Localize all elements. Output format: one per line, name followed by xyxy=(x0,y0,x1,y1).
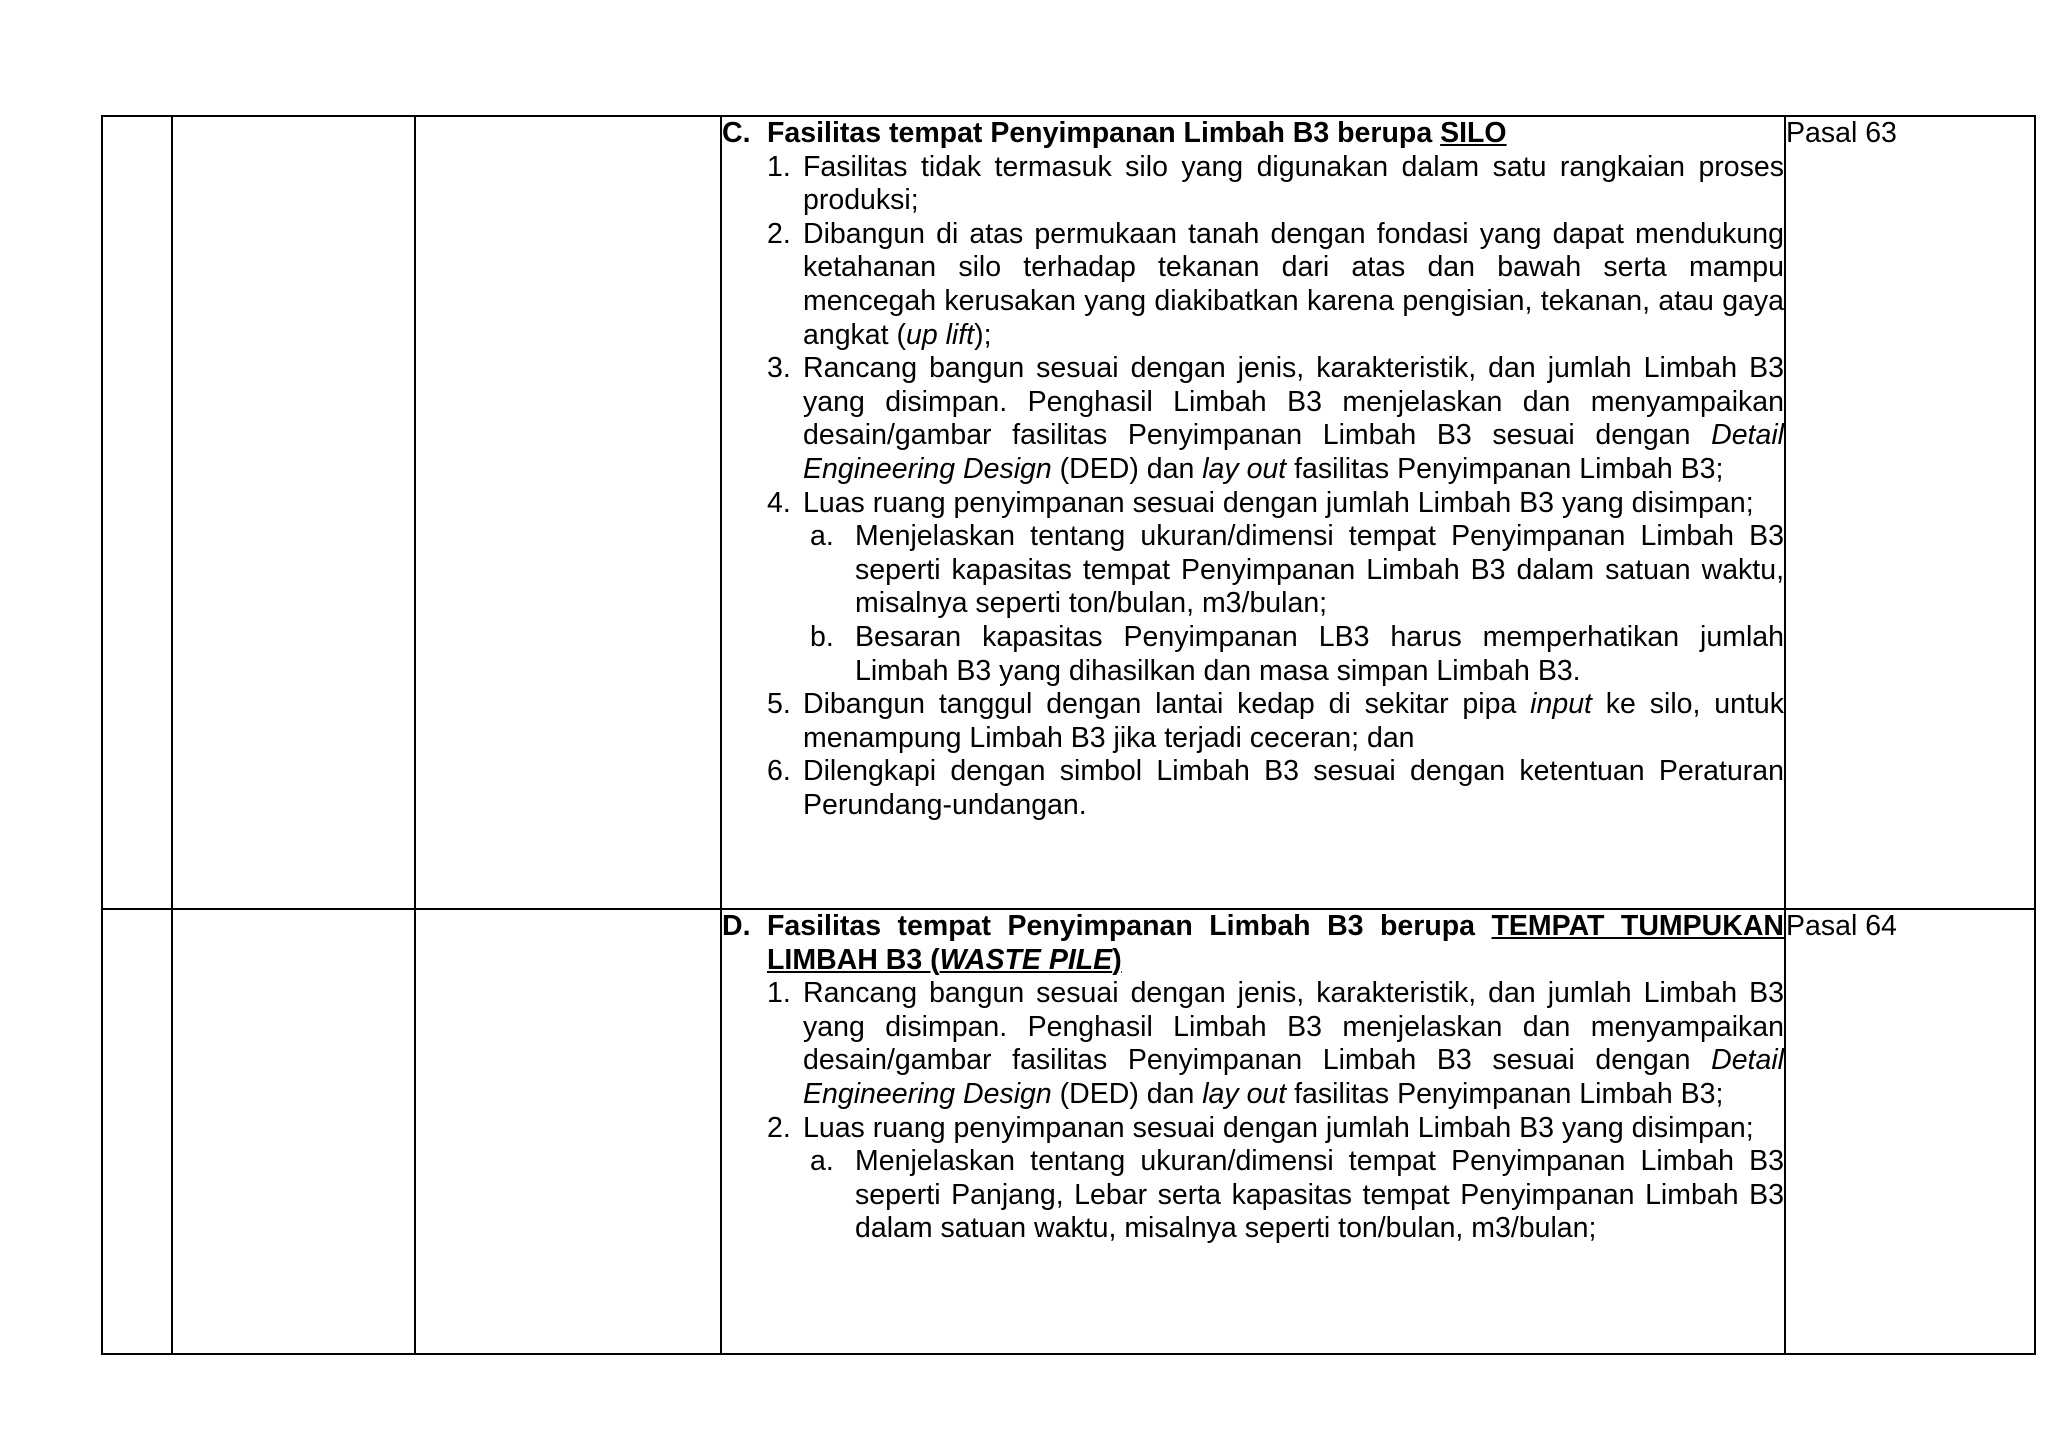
sub-list-item: a. Menjelaskan tentang ukuran/dimensi tempat Penyimpanan Limbah B3 seperti Panjang, Lebar serta kapasitas tempat Penyimpanan Limbah B3 dalam satuan waktu, misalnya seperti ton/bulan, m3/bulan; xyxy=(810,1145,1784,1245)
regulation-table xyxy=(101,115,2036,1355)
list-item: 1. Fasilitas tidak termasuk silo yang digunakan dalam satu rangkaian proses produksi; xyxy=(767,150,1784,217)
list-item: 5. Dibangun tanggul dengan lantai kedap di sekitar pipa input ke silo, untuk menampung Limbah B3 jika terjadi ceceran; dan xyxy=(767,688,1784,754)
list-item: 6. Dilengkapi dengan simbol Limbah B3 sesuai dengan ketentuan Peraturan Perundang-undangan. xyxy=(767,755,1784,821)
list-item: 1. Rancang bangun sesuai dengan jenis, karakteristik, dan jumlah Limbah B3 yang disimpan. Penghasil Limbah B3 menjelaskan dan menyampaikan desain/gambar fasilitas Penyimpanan Limbah B3 sesuai dengan Detail Engineering Design (DED) dan lay out fasilitas Penyimpanan Limbah B3; xyxy=(767,977,1784,1110)
section-heading xyxy=(722,117,1784,151)
section-heading xyxy=(722,910,1784,977)
list-item: 4. Luas ruang penyimpanan sesuai dengan jumlah Limbah B3 yang disimpan; xyxy=(767,486,1754,519)
requirement-cell xyxy=(721,909,1785,1354)
section-letter: D. xyxy=(722,910,751,942)
article-reference: Pasal 63 xyxy=(1785,116,2035,909)
sub-list-item: a. Menjelaskan tentang ukuran/dimensi tempat Penyimpanan Limbah B3 seperti kapasitas tempat Penyimpanan Limbah B3 dalam satuan waktu, misalnya seperti ton/bulan, m3/bulan; xyxy=(810,520,1784,620)
table-row xyxy=(102,116,2035,909)
list-item: 3. Rancang bangun sesuai dengan jenis, karakteristik, dan jumlah Limbah B3 yang disimpan. Penghasil Limbah B3 menjelaskan dan menyampaikan desain/gambar fasilitas Penyimpanan Limbah B3 sesuai dengan Detail Engineering Design (DED) dan lay out fasilitas Penyimpanan Limbah B3; xyxy=(767,352,1784,485)
sub-list-item: b. Besaran kapasitas Penyimpanan LB3 harus memperhatikan jumlah Limbah B3 yang dihasilkan dan masa simpan Limbah B3. xyxy=(810,620,1784,687)
empty-cell xyxy=(172,909,415,1354)
requirement-cell xyxy=(721,116,1785,909)
empty-cell xyxy=(102,909,172,1354)
section-title: Fasilitas tempat Penyimpanan Limbah B3 berupa TEMPAT TUMPUKAN LIMBAH B3 (WASTE PILE) xyxy=(767,910,1784,976)
section-title: Fasilitas tempat Penyimpanan Limbah B3 berupa SILO xyxy=(767,117,1507,149)
empty-cell xyxy=(102,116,172,909)
table-row xyxy=(102,909,2035,1354)
empty-cell xyxy=(415,116,721,909)
list-item: 2. Luas ruang penyimpanan sesuai dengan jumlah Limbah B3 yang disimpan; xyxy=(767,1111,1754,1144)
empty-cell xyxy=(172,116,415,909)
section-letter: C. xyxy=(722,117,751,149)
article-reference: Pasal 64 xyxy=(1785,909,2035,1354)
empty-cell xyxy=(415,909,721,1354)
list-item: 2. Dibangun di atas permukaan tanah dengan fondasi yang dapat mendukung ketahanan silo terhadap tekanan dari atas dan bawah serta mampu mencegah kerusakan yang diakibatkan karena pengisian, tekanan, atau gaya angkat (up lift); xyxy=(767,217,1784,351)
